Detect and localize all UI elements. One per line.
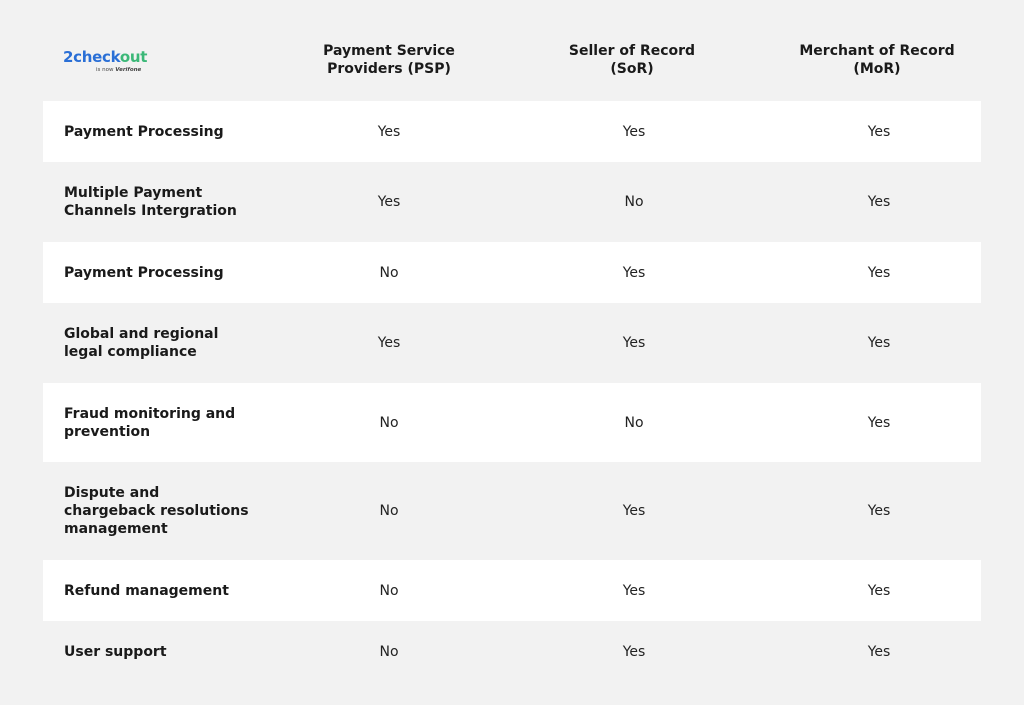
row-label: [64, 484, 264, 538]
row-label-line: Multiple Payment: [64, 185, 203, 201]
column-header-line: Merchant of Record: [799, 43, 955, 59]
2checkout-logo: [63, 48, 183, 78]
row-label-line: legal compliance: [64, 344, 197, 360]
row-label-line: Payment Processing: [64, 123, 224, 140]
table-row: [43, 560, 981, 621]
table-row: [43, 383, 981, 462]
row-label-line: User support: [64, 643, 167, 660]
cell-sor: Yes: [622, 643, 646, 660]
cell-mor: Yes: [867, 582, 891, 599]
row-label-line: management: [64, 521, 168, 537]
column-header-line: (MoR): [853, 61, 901, 77]
cell-psp: Yes: [377, 335, 401, 351]
cell-sor: Yes: [622, 123, 646, 140]
table-row: [43, 462, 981, 560]
cell-mor: Yes: [867, 123, 891, 140]
cell-mor: Yes: [867, 643, 891, 660]
table-row: [43, 162, 981, 242]
logo-tagline-brand: Verifone: [115, 67, 142, 73]
row-label: [64, 264, 264, 282]
row-label-line: chargeback resolutions: [64, 503, 249, 519]
cell-psp: Yes: [377, 194, 401, 210]
column-header-line: Seller of Record: [568, 43, 696, 59]
table-row: [43, 303, 981, 383]
row-label-line: prevention: [64, 423, 151, 440]
row-label: [64, 582, 264, 600]
cell-sor: Yes: [622, 582, 646, 599]
column-header-mor: [777, 42, 977, 78]
column-header-line: (SoR): [610, 61, 654, 77]
row-label-line: Payment Processing: [64, 264, 224, 281]
logo-tagline: [96, 67, 141, 73]
row-label: [64, 325, 264, 361]
logo-part-2: out: [119, 48, 148, 66]
column-header-line: Providers (PSP): [327, 61, 451, 77]
cell-sor: No: [624, 414, 644, 431]
row-label: [64, 123, 264, 141]
column-header-psp: [289, 42, 489, 78]
logo-wordmark: [63, 48, 147, 66]
cell-psp: No: [379, 503, 399, 519]
table-row: [43, 621, 981, 682]
row-label-line: Dispute and: [64, 485, 160, 501]
row-label: [64, 405, 264, 441]
cell-psp: Yes: [377, 123, 401, 140]
row-label-line: Fraud monitoring and: [64, 405, 236, 422]
row-label-line: Refund management: [64, 582, 229, 599]
cell-sor: Yes: [622, 335, 646, 351]
cell-sor: No: [624, 194, 644, 210]
cell-psp: No: [379, 414, 399, 431]
table-row: [43, 242, 981, 303]
cell-mor: Yes: [867, 335, 891, 351]
row-label: [64, 184, 264, 220]
row-label: [64, 643, 264, 661]
column-header-line: Payment Service: [323, 43, 455, 59]
row-label-line: Channels Intergration: [64, 203, 237, 219]
cell-mor: Yes: [867, 264, 891, 281]
table-header: [43, 0, 981, 101]
cell-sor: Yes: [622, 503, 646, 519]
cell-sor: Yes: [622, 264, 646, 281]
cell-psp: No: [379, 264, 399, 281]
column-header-sor: [532, 42, 732, 78]
table-row: [43, 101, 981, 162]
logo-part-1: 2check: [63, 48, 120, 66]
cell-mor: Yes: [867, 414, 891, 431]
cell-psp: No: [379, 582, 399, 599]
logo-tagline-prefix: is now: [96, 67, 114, 73]
row-label-line: Global and regional: [64, 326, 219, 342]
cell-psp: No: [379, 643, 399, 660]
cell-mor: Yes: [867, 194, 891, 210]
cell-mor: Yes: [867, 503, 891, 519]
